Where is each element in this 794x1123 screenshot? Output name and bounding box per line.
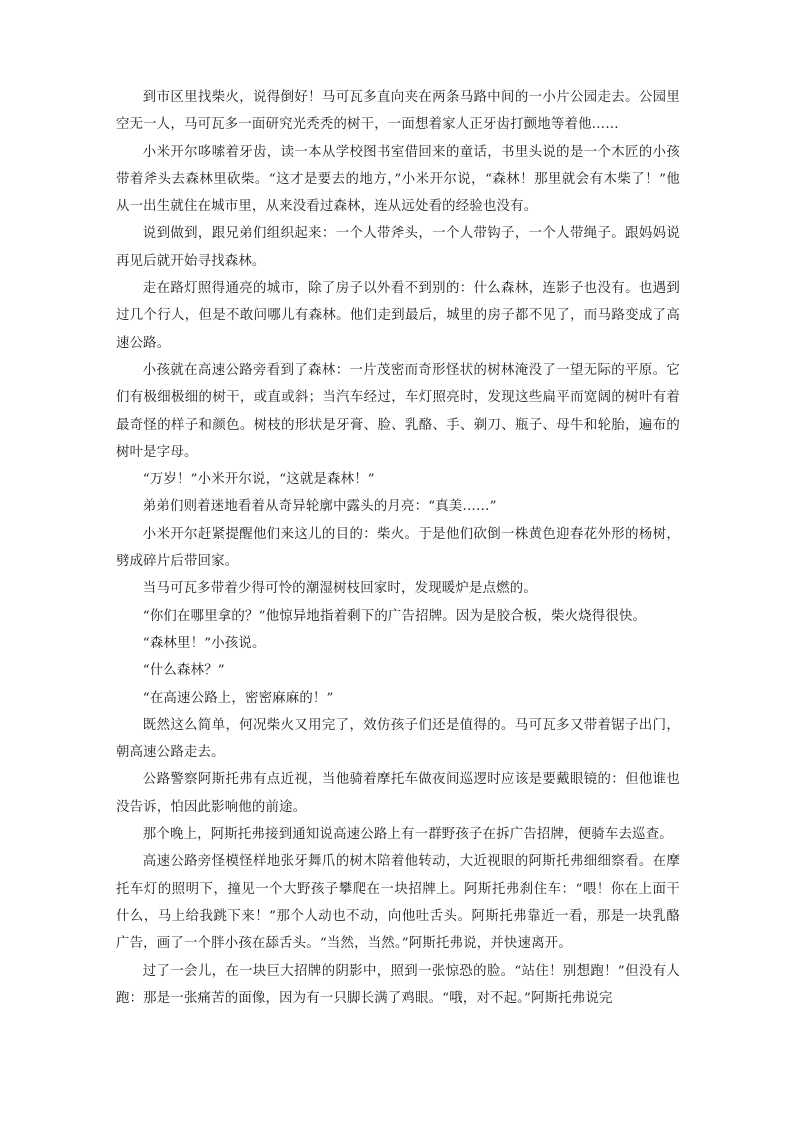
paragraph: 小米开尔哆嗦着牙齿，读一本从学校图书室借回来的童话，书里头说的是一个木匠的小孩带着斧头去森林里砍柴。“这才是要去的地方，”小米开尔说，“森林！那里就会有木柴了！”他从一出生就住在城市里，从来没看过森林，连从远处看的经验也没有。 bbox=[116, 144, 680, 215]
paragraph: “什么森林？” bbox=[142, 663, 225, 679]
paragraph: 当马可瓦多带着少得可怜的潮湿树枝回家时，发现暖炉是点燃的。 bbox=[142, 581, 537, 597]
paragraph: 过了一会儿，在一块巨大招牌的阴影中，照到一张惊恐的脸。“站住！别想跑！”但没有人跑：那是一张痛苦的面像，因为有一只脚长满了鸡眼。“哦，对不起。”阿斯托弗说完 bbox=[116, 963, 680, 1006]
paragraph: 公路警察阿斯托弗有点近视，当他骑着摩托车做夜间巡逻时应该是要戴眼镜的：但他谁也没告诉，怕因此影响他的前途。 bbox=[116, 772, 680, 815]
paragraph: 弟弟们则着迷地看着从奇异轮廓中露头的月亮：“真美……” bbox=[142, 499, 497, 515]
paragraph: 小孩就在高速公路旁看到了森林：一片茂密而奇形怪状的树林淹没了一望无际的平原。它们有极细极细的树干，或直或斜；当汽车经过，车灯照亮时，发现这些扁平而宽阔的树叶有着最奇怪的样子和颜色。树枝的形状是牙膏、脸、乳酪、手、剃刀、瓶子、母牛和轮胎，遍布的树叶是字母。 bbox=[116, 362, 680, 460]
paragraph: 既然这么简单，何况柴火又用完了，效仿孩子们还是值得的。马可瓦多又带着锯子出门，朝高速公路走去。 bbox=[116, 717, 680, 761]
paragraph: 走在路灯照得通亮的城市，除了房子以外看不到别的：什么森林，连影子也没有。也遇到过几个行人，但是不敢问哪儿有森林。他们走到最后，城里的房子都不见了，而马路变成了高速公路。 bbox=[116, 281, 680, 351]
paragraph: “你们在哪里拿的？”他惊异地指着剩下的广告招牌。因为是胶合板，柴火烧得很快。 bbox=[142, 608, 647, 624]
paragraph: “在高速公路上，密密麻麻的！” bbox=[142, 690, 334, 706]
paragraph: 小米开尔赶紧提醒他们来这儿的目的：柴火。于是他们砍倒一株黄色迎春花外形的杨树，劈成碎片后带回家。 bbox=[116, 526, 680, 570]
paragraph: 到市区里找柴火，说得倒好！马可瓦多直向夹在两条马路中间的一小片公园走去。公园里空无一人，马可瓦多一面研究光秃秃的树干，一面想着家人正牙齿打颤地等着他…… bbox=[116, 90, 680, 133]
paragraph: 那个晚上，阿斯托弗接到通知说高速公路上有一群野孩子在拆广告招牌，便骑车去巡查。 bbox=[142, 827, 673, 843]
article-body bbox=[116, 84, 680, 1012]
paragraph: 说到做到，跟兄弟们组织起来：一个人带斧头，一个人带钩子，一个人带绳子。跟妈妈说再见后就开始寻找森林。 bbox=[116, 226, 680, 269]
paragraph: “森林里！”小孩说。 bbox=[142, 635, 266, 651]
paragraph: 高速公路旁怪模怪样地张牙舞爪的树木陪着他转动，大近视眼的阿斯托弗细细察看。在摩托车灯的照明下，撞见一个大野孩子攀爬在一块招牌上。阿斯托弗刹住车：“喂！你在上面干什么，马上给我跳下来！”那个人动也不动，向他吐舌头。阿斯托弗靠近一看，那是一块乳酪广告，画了一个胖小孩在舔舌头。“当然，当然。”阿斯托弗说，并快速离开。 bbox=[116, 854, 680, 952]
paragraph: “万岁！”小米开尔说，“这就是森林！” bbox=[142, 472, 375, 488]
